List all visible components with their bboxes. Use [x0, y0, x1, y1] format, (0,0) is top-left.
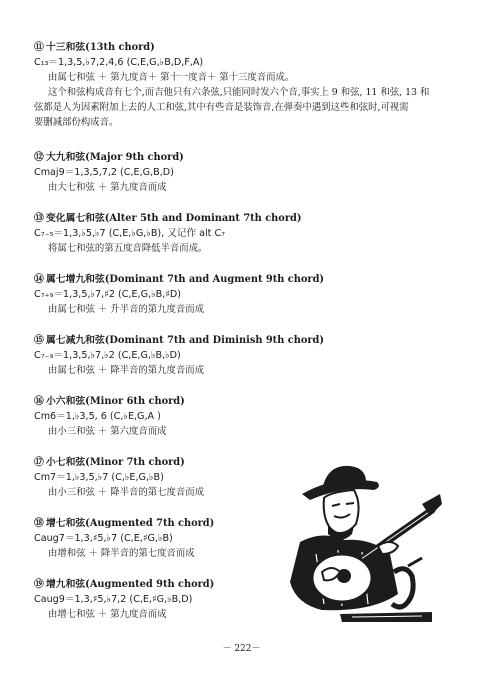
- entry-number: ⑫: [34, 152, 44, 163]
- entry-title: 属七减九和弦(Dominant 7th and Diminish 9th chord): [46, 335, 325, 346]
- chord-entry-dominant-7th-diminish-9th: [34, 333, 459, 378]
- entry-description: 将属七和弦的第五度音降低半音而成。: [48, 243, 208, 254]
- entry-title: 小六和弦(Minor 6th chord): [46, 396, 185, 407]
- entry-number: ⑮: [34, 335, 44, 346]
- entry-number: ⑰: [34, 457, 44, 468]
- chord-entry-minor-6th: [34, 394, 459, 439]
- entry-formula: C₇₋₉＝1,3,5,♭7,♭2 (C,E,G,♭B,♭D): [34, 350, 181, 361]
- entry-number: ⑯: [34, 396, 44, 407]
- entry-description: 由小三和弦 ＋ 降半音的第七度音而成: [48, 487, 204, 498]
- entry-formula: Cmaj9＝1,3,5,7,2 (C,E,G,B,D): [34, 167, 174, 178]
- entry-number: ⑬: [34, 213, 44, 224]
- entry-description: 由大七和弦 ＋ 第九度音而成: [48, 182, 167, 193]
- entry-title: 增九和弦(Augmented 9th chord): [46, 579, 215, 590]
- chord-entry-13th: [34, 40, 459, 130]
- entry-description: 由增和弦 ＋ 降半音的第七度音而成: [48, 548, 195, 559]
- entry-number: ⑲: [34, 579, 44, 590]
- entry-formula: Caug9＝1,3,♯5,♭7,2 (C,E,♯G,♭B,D): [34, 594, 193, 605]
- entry-description: 由属七和弦 ＋ 升半音的第九度音而成: [48, 304, 204, 315]
- entry-formula: C₇₊₉＝1,3,5,♭7,♯2 (C,E,G,♭B,♯D): [34, 289, 181, 300]
- guitar-player-illustration: [282, 454, 442, 624]
- entry-formula: C₁₃＝1,3,5,♭7,2,4,6 (C,E,G,♭B,D,F,A): [34, 57, 204, 68]
- entry-formula: Cm7＝1,♭3,5,♭7 (C,♭E,G,♭B): [34, 472, 164, 483]
- entry-title: 变化属七和弦(Alter 5th and Dominant 7th chord): [46, 213, 302, 224]
- entry-description: 由小三和弦 ＋ 第六度音而成: [48, 426, 167, 437]
- entry-title: 十三和弦(13th chord): [46, 42, 155, 53]
- note-paragraph-line: 弦都是人为因素附加上去的人工和弦,其中有些音是装饰音,在弹奏中遇到这些和弦时,可视需: [34, 102, 409, 113]
- entry-number: ⑪: [34, 42, 44, 53]
- entry-title: 大九和弦(Major 9th chord): [46, 152, 184, 163]
- chord-entry-alter-5th-dominant-7th: [34, 211, 459, 256]
- entry-title: 增七和弦(Augmented 7th chord): [46, 518, 215, 529]
- chord-entry-dominant-7th-augment-9th: [34, 272, 459, 317]
- entry-title: 属七增九和弦(Dominant 7th and Augment 9th chord): [46, 274, 325, 285]
- entry-number: ⑭: [34, 274, 44, 285]
- entry-formula: Caug7＝1,3,♯5,♭7 (C,E,♯G,♭B): [34, 533, 173, 544]
- chord-entry-major-9th: [34, 150, 459, 195]
- entry-description: 由属七和弦 ＋ 第九度音＋ 第十一度音＋ 第十三度音而成。: [48, 72, 295, 83]
- entry-title: 小七和弦(Minor 7th chord): [46, 457, 185, 468]
- note-paragraph-line: 这个和弦构成音有七个,而吉他只有六条弦,只能同时发六个音,事实上 9 和弦, 11 和弦, 13 和: [48, 87, 430, 98]
- entry-number: ⑱: [34, 518, 44, 529]
- entry-formula: Cm6＝1,♭3,5, 6 (C,♭E,G,A ): [34, 411, 161, 422]
- entry-formula: C₇₋₅＝1,3,♭5,♭7 (C,E,♭G,♭B), 又记作 alt C₇: [34, 228, 226, 239]
- page-number: － 222－: [222, 644, 261, 654]
- entry-description: 由属七和弦 ＋ 降半音的第九度音而成: [48, 365, 204, 376]
- note-paragraph-line: 要删减部份构成音。: [34, 117, 119, 128]
- entry-description: 由增七和弦 ＋ 第九度音而成: [48, 609, 167, 620]
